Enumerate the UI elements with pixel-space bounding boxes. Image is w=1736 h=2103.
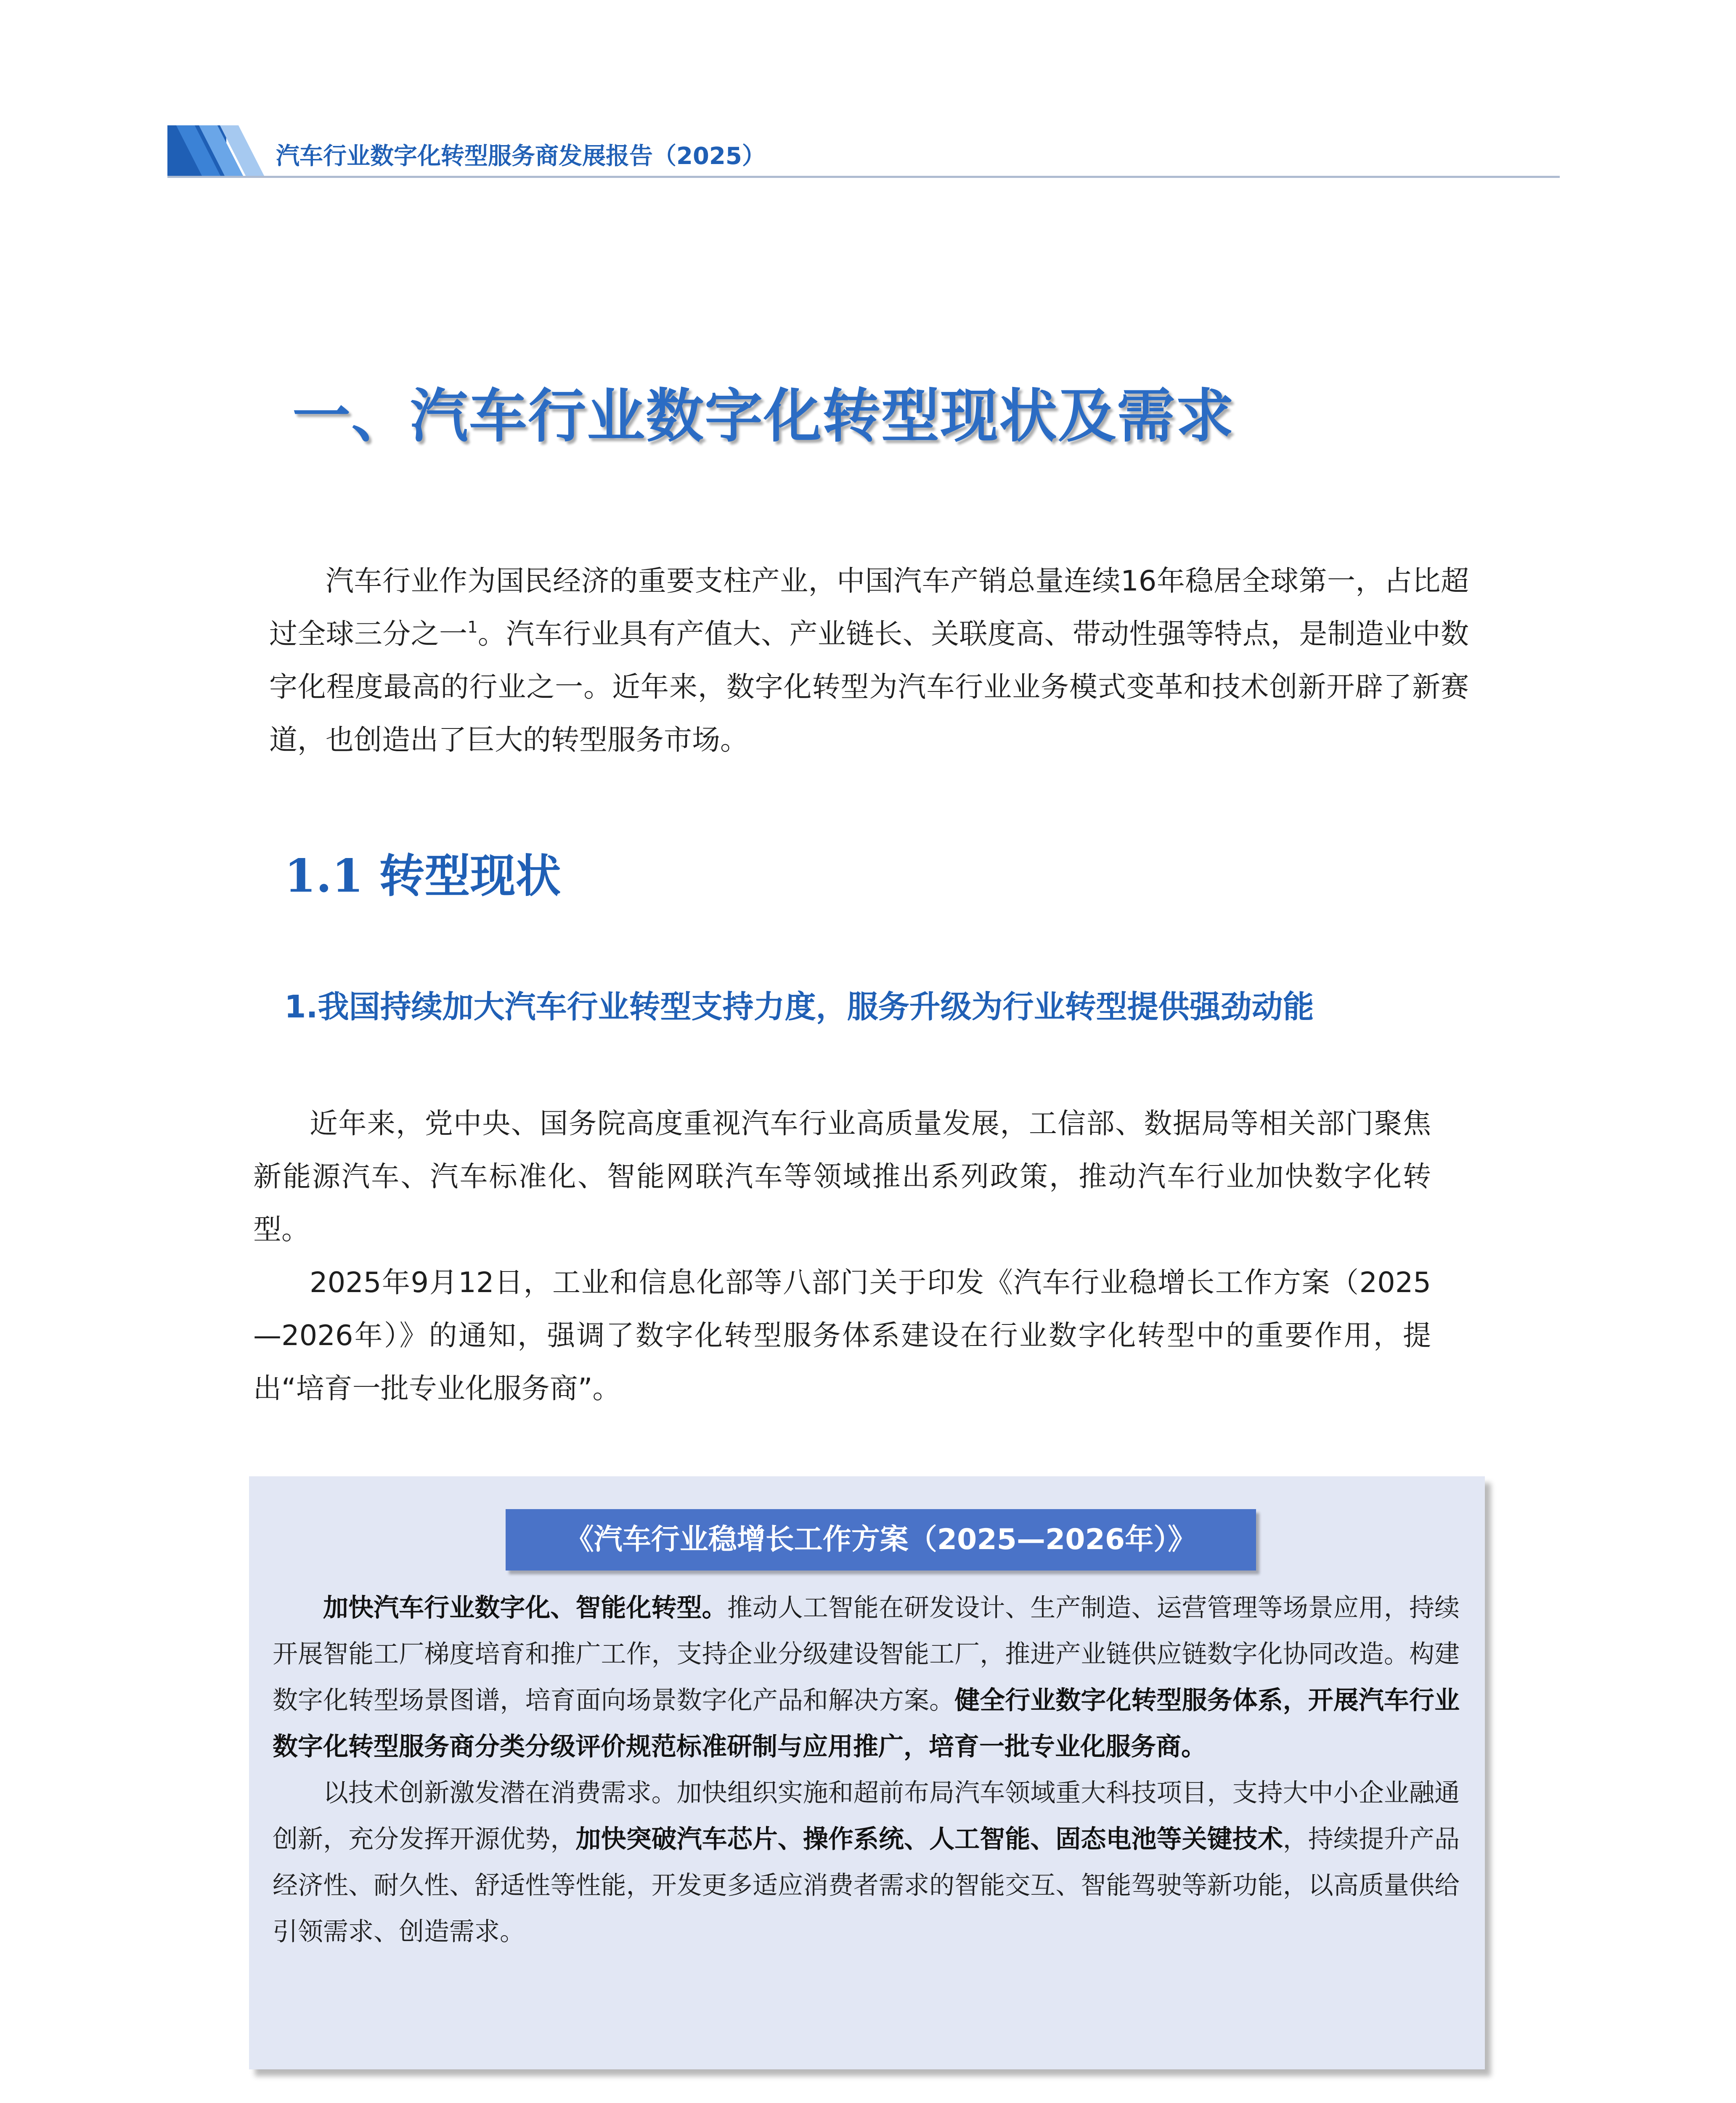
policy-p2-text-b: ，持续提升产品经济性、耐久性、舒适性等性能，开发更多适应消费者需求的智能交互、智能驾驶等新功能，以高质量供给引领需求、创造需求。 bbox=[273, 1825, 1460, 1947]
subsection-title bbox=[284, 849, 561, 904]
subsection-number: 1.1 bbox=[284, 850, 363, 903]
header-rule bbox=[167, 176, 1560, 178]
intro-text-a: 汽车行业作为国民经济的重要支柱产业，中国汽车产销总量连续16年稳居全球第一，占比超过全球三分之一 bbox=[269, 564, 1469, 650]
policy-paragraph-1 bbox=[273, 1585, 1460, 1770]
subsection-label: 转型现状 bbox=[379, 850, 561, 903]
footnote-marker[interactable]: 1 bbox=[467, 618, 478, 636]
point-heading: 1.我国持续加大汽车行业转型支持力度，服务升级为行业转型提供强劲动能 bbox=[284, 989, 1314, 1025]
policy-p1-bold-a: 加快汽车行业数字化、智能化转型。 bbox=[323, 1593, 727, 1623]
intro-text-b: 。汽车行业具有产值大、产业链长、关联度高、带动性强等特点，是制造业中数字化程度最高的行业之一。近年来，数字化转型为汽车行业业务模式变革和技术创新开辟了新赛道，也创造出了巨大的转型服务市场。 bbox=[269, 617, 1469, 756]
point-paragraph-2: 2025年9月12日，工业和信息化部等八部门关于印发《汽车行业稳增长工作方案（2025—2026年）》的通知，强调了数字化转型服务体系建设在行业数字化转型中的重要作用，提出“培育一批专业化服务商”。 bbox=[253, 1266, 1431, 1405]
policy-box-title: 《汽车行业稳增长工作方案（2025—2026年）》 bbox=[506, 1509, 1256, 1571]
point-body bbox=[253, 1097, 1431, 1415]
intro-paragraph bbox=[269, 554, 1469, 766]
policy-p1-text-a: 推动人工智能在研发设计、生产制造、运营管理等场景应用，持续开展智能工厂梯度培育和推广工作，支持企业分级建设智能工厂，推进产业链供应链数字化协同改造。构建数字化转型场景图谱，培育面向场景数字化产品和解决方案。 bbox=[273, 1593, 1460, 1715]
policy-p2-bold-a: 加快突破汽车芯片、操作系统、人工智能、固态电池等关键技术 bbox=[575, 1825, 1283, 1854]
policy-p1-bold-b: 健全行业数字化转型服务体系，开展汽车行业数字化转型服务商分类分级评价规范标准研制与应用推广，培育一批专业化服务商。 bbox=[273, 1686, 1460, 1761]
policy-box-body bbox=[273, 1585, 1460, 1955]
section-title: 一、汽车行业数字化转型现状及需求 bbox=[292, 382, 1235, 450]
header-title: 汽车行业数字化转型服务商发展报告（2025） bbox=[276, 143, 766, 170]
point-paragraph-1: 近年来，党中央、国务院高度重视汽车行业高质量发展，工信部、数据局等相关部门聚焦新能源汽车、汽车标准化、智能网联汽车等领域推出系列政策，推动汽车行业加快数字化转型。 bbox=[253, 1107, 1431, 1246]
policy-p2-text-a: 以技术创新激发潜在消费需求。加快组织实施和超前布局汽车领域重大科技项目，支持大中小企业融通创新，充分发挥开源优势， bbox=[273, 1778, 1460, 1854]
policy-paragraph-2 bbox=[273, 1770, 1460, 1955]
